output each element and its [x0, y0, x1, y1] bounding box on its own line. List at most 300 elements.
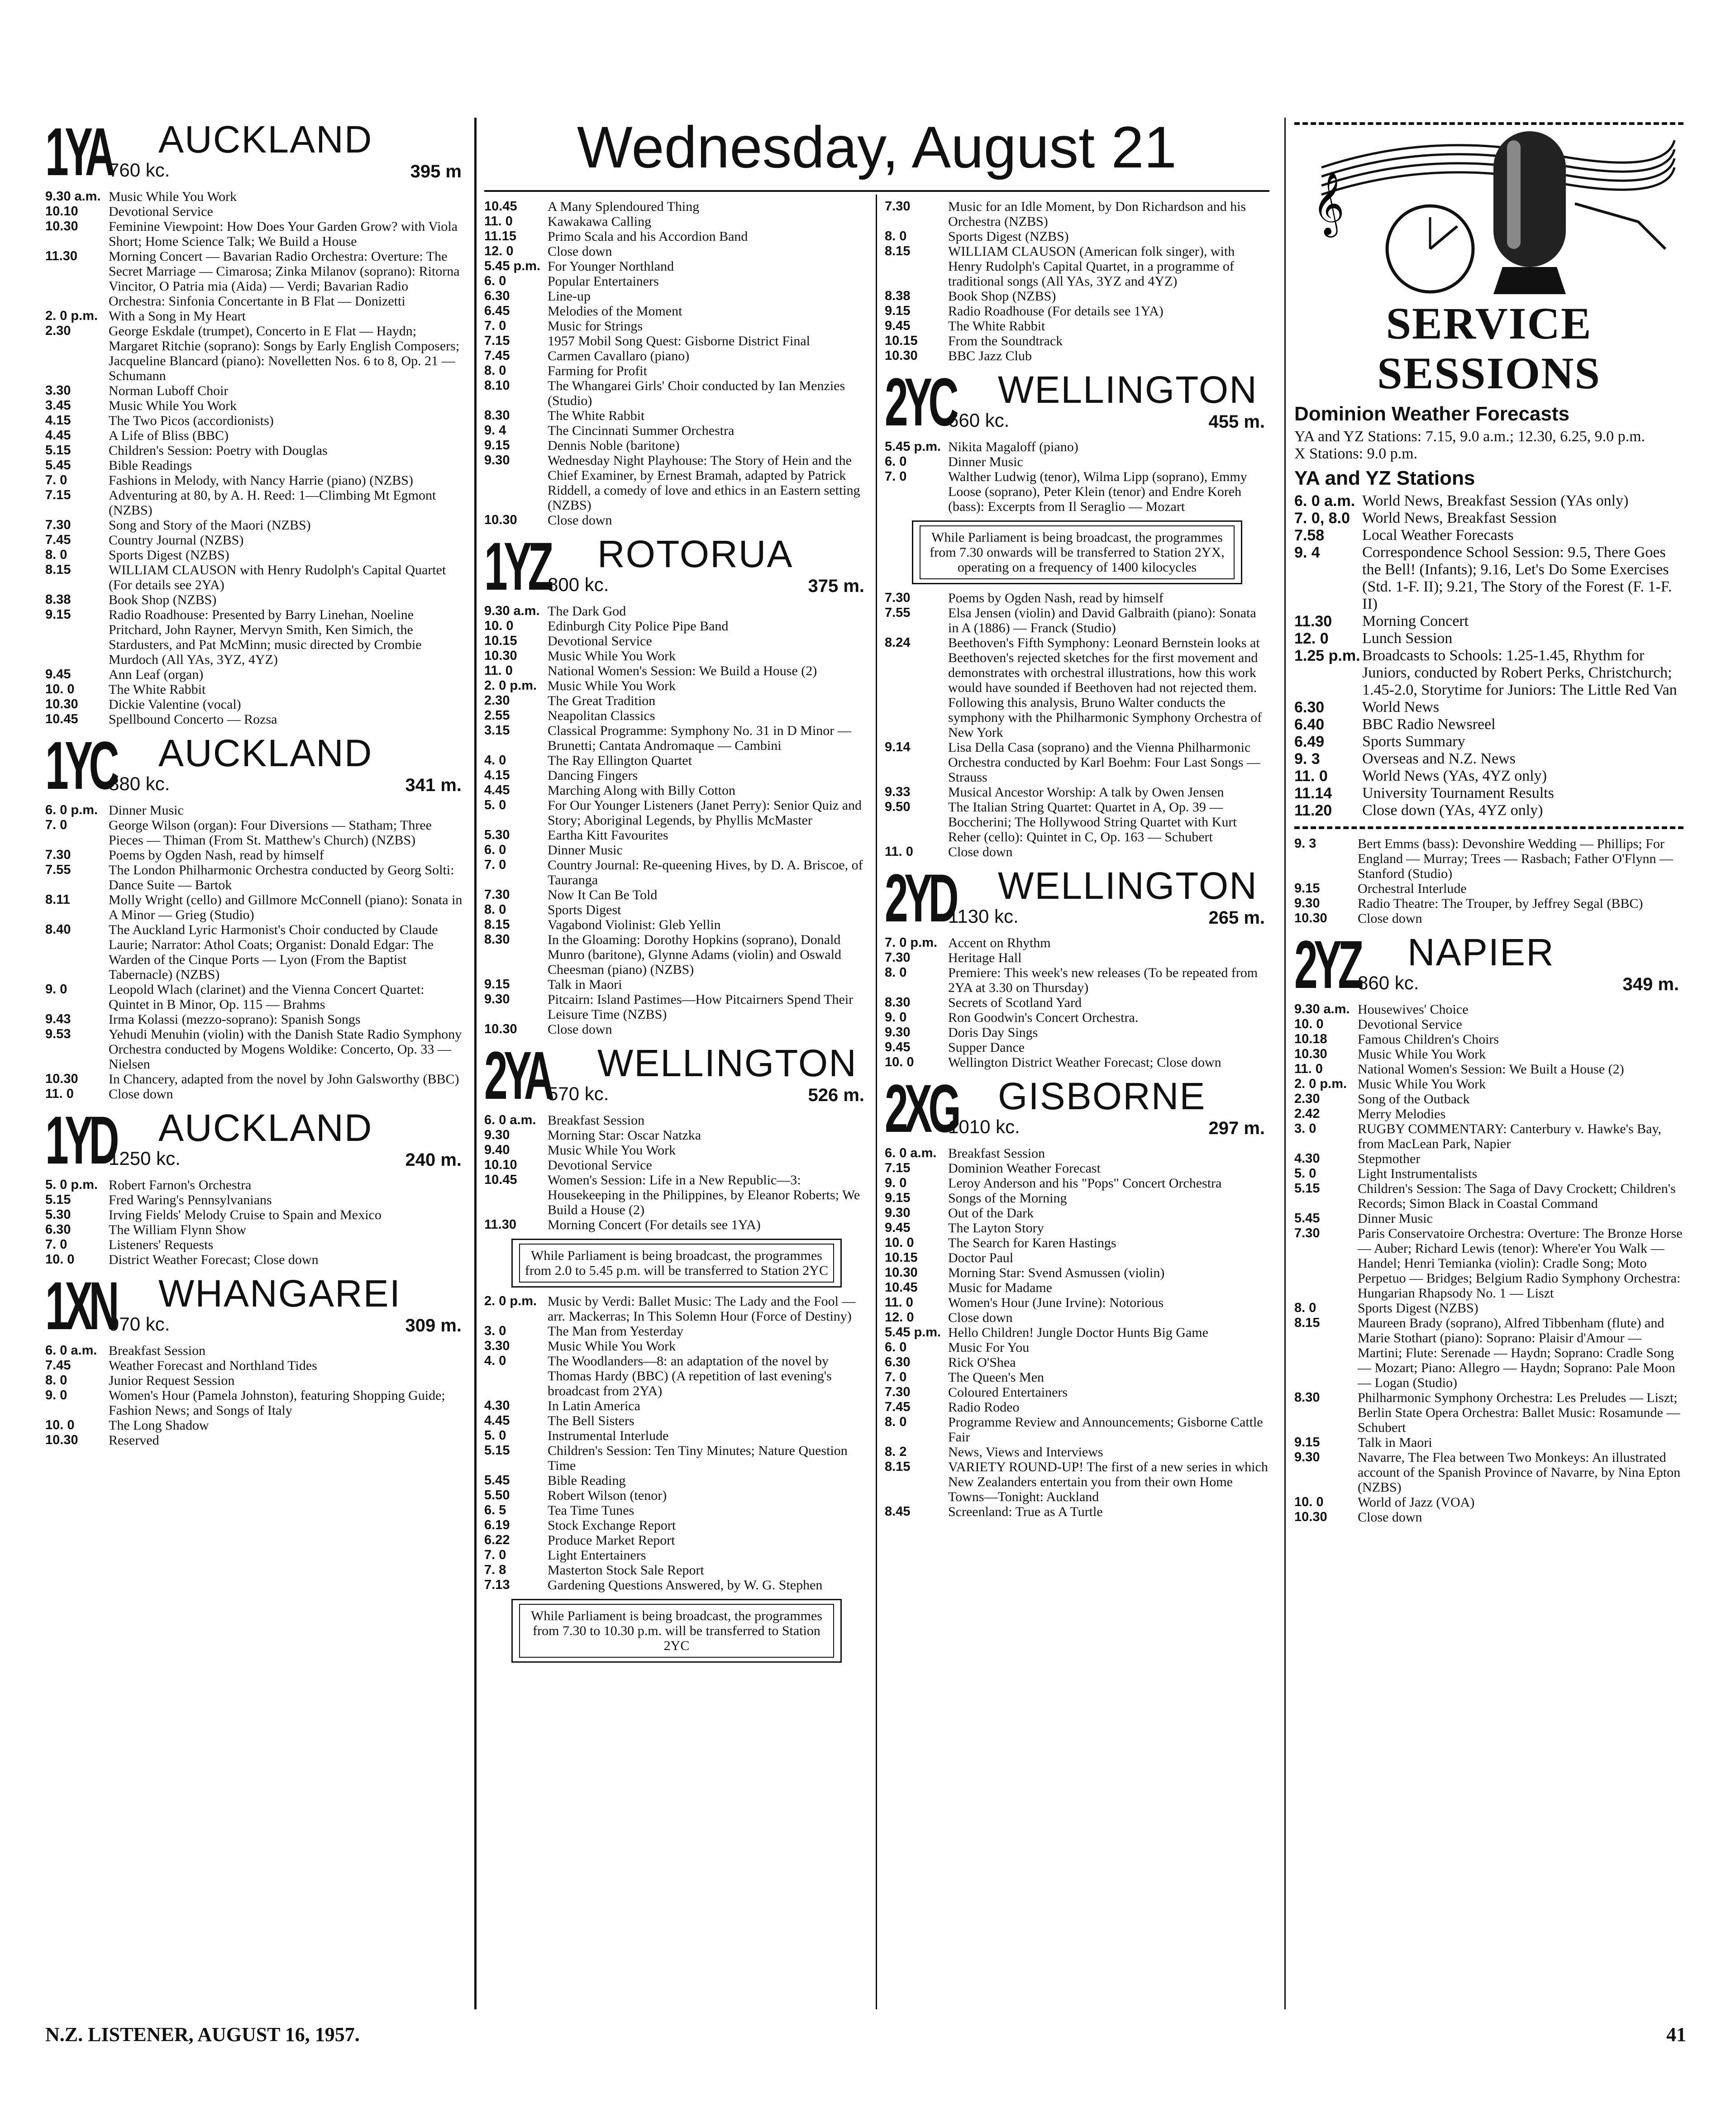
- programme-title: The London Philharmonic Orchestra conducted by Georg Solti: Dance Suite — Bartok: [109, 863, 454, 892]
- programme-title: Robert Farnon's Orchestra: [109, 1178, 252, 1192]
- station-frequency: 1250 kc.: [109, 1148, 181, 1169]
- station-frequency: 1010 kc.: [948, 1116, 1020, 1137]
- programme-title: Sports Digest (NZBS): [1358, 1301, 1478, 1316]
- programme-row: [885, 1146, 1269, 1161]
- programme-title: Poems by Ogden Nash, read by himself: [948, 591, 1164, 606]
- programme-row: [484, 1563, 869, 1578]
- programme-time: 6. 0 a.m.: [45, 1343, 97, 1358]
- station-city: ROTORUA: [597, 533, 793, 575]
- programme-title: Dinner Music: [948, 454, 1023, 469]
- programme-time: 7. 0: [885, 1370, 907, 1384]
- station-header: [484, 528, 869, 604]
- programme-title: Instrumental Interlude: [548, 1428, 669, 1443]
- programme-row: [484, 513, 869, 528]
- programme-row: [484, 798, 869, 828]
- programme-row: [484, 229, 869, 244]
- programme-time: 10.45: [45, 712, 78, 726]
- programme-row: [45, 712, 466, 727]
- station-header: [484, 1037, 869, 1113]
- weather-line: X Stations: 9.0 p.m.: [1294, 445, 1418, 462]
- programme-time: 9.14: [885, 740, 911, 754]
- station-frequency: 1130 kc.: [948, 906, 1019, 927]
- programme-row: [484, 902, 869, 917]
- programme-time: 9.50: [885, 800, 911, 814]
- programme-time: 7.30: [885, 1385, 911, 1399]
- programme-time: 6. 0 a.m.: [885, 1146, 937, 1160]
- column-3: [885, 199, 1269, 1519]
- programme-row: [1294, 1062, 1684, 1077]
- programme-time: 4.45: [484, 1413, 510, 1428]
- programme-title: Broadcasts to Schools: 1.25-1.45, Rhythm for Juniors, conducted by Robert Perks, Christchurch; 1.45-2.0, Storytime for Juniors: The Little Red Van: [1362, 647, 1677, 698]
- programme-title: Bible Reading: [548, 1473, 626, 1488]
- weather-heading: Dominion Weather Forecasts: [1294, 403, 1569, 425]
- programme-title: Breakfast Session: [548, 1113, 645, 1128]
- programme-title: Music While You Work: [548, 1339, 676, 1354]
- programme-title: Eartha Kitt Favourites: [548, 828, 668, 843]
- programme-time: 3. 0: [1294, 1121, 1316, 1136]
- column-4: [1294, 113, 1684, 1525]
- programme-title: A Many Splendoured Thing: [548, 199, 700, 214]
- programme-time: 5.45: [1294, 1211, 1320, 1226]
- programme-title: Doris Day Sings: [948, 1025, 1038, 1040]
- station-call-sign: 1YZ: [484, 528, 550, 604]
- programme-title: Music for Strings: [548, 319, 643, 334]
- footer-issue: N.Z. LISTENER, AUGUST 16, 1957.: [45, 2023, 360, 2046]
- programme-title: Music For You: [948, 1340, 1030, 1355]
- programme-title: Beethoven's Fifth Symphony: Leonard Bernstein looks at Beethoven's rejected sketches for the first movement and demonstrates with orchestral illustrations, how this work would have sounded if Beethoven had not rejected them. Following this analysis, Bruno Walter conducts the symphony with the Philharmonic Symphony Orchestra of New York: [948, 635, 1262, 740]
- programme-row: [1294, 911, 1684, 926]
- parliament-notice: [912, 520, 1242, 584]
- programme-row: [484, 932, 869, 977]
- programme-time: 11.14: [1294, 785, 1332, 802]
- station-city: WELLINGTON: [597, 1042, 857, 1084]
- programme-row: [885, 1370, 1269, 1385]
- programme-title: The Dark God: [548, 604, 626, 619]
- station-city: AUCKLAND: [158, 1107, 373, 1149]
- programme-time: 7. 0: [45, 1237, 67, 1252]
- programme-title: Close down: [548, 1022, 612, 1037]
- programme-row: [484, 768, 869, 783]
- station-city: NAPIER: [1407, 931, 1555, 973]
- programme-title: Maureen Brady (soprano), Alfred Tibbenham (flute) and Marie Stothart (piano): Soprano: Plaisir d'Amour — Martini; Flute: Serenade — Haydn; Soprano: Cradle Song — Mozart; Piano: Allegro — Haydn; Soprano: Pale Moon — Logan (Studio): [1358, 1316, 1675, 1390]
- programme-time: 3.30: [484, 1339, 510, 1353]
- programme-time: 8.38: [45, 592, 71, 607]
- programme-row: [484, 619, 869, 634]
- programme-row: [1294, 1211, 1684, 1226]
- programme-title: Songs of the Morning: [948, 1191, 1067, 1206]
- programme-row: [1294, 785, 1684, 802]
- station-wavelength: 265 m.: [1208, 908, 1265, 928]
- programme-time: 6.22: [484, 1533, 510, 1547]
- programme-title: Light Instrumentalists: [1358, 1166, 1478, 1181]
- programme-row: [885, 606, 1269, 635]
- programme-time: 10.30: [45, 219, 78, 234]
- programme-row: [1294, 1435, 1684, 1450]
- programme-time: 7.55: [885, 606, 911, 620]
- programme-row: [885, 1445, 1269, 1460]
- programme-time: 9.30 a.m.: [484, 604, 540, 618]
- programme-row: [45, 488, 466, 518]
- programme-time: 7.30: [885, 591, 911, 605]
- programme-title: The Woodlanders—8: an adaptation of the novel by Thomas Hardy (BBC) (A repetition of last evening's broadcast from 2YA): [548, 1354, 832, 1398]
- programme-title: Morning Concert — Bavarian Radio Orchestra: Overture: The Secret Marriage — Cimarosa; Zinka Milanov (soprano): Ritorna Vincitor, O Patria mia (Aida) — Verdi; Bavarian Radio Orchestra: Sinfonia Concertante in B Flat — Donizetti: [109, 249, 460, 309]
- programme-row: [484, 917, 869, 932]
- programme-time: 9. 4: [1294, 544, 1320, 561]
- programme-row: [484, 378, 869, 408]
- programme-row: [45, 1343, 466, 1358]
- programme-title: Wellington District Weather Forecast; Close down: [948, 1055, 1221, 1070]
- programme-time: 9.30: [484, 992, 510, 1006]
- programme-title: VARIETY ROUND-UP! The first of a new series in which New Zealanders entertain you from their own Home Towns—Tonight: Auckland: [948, 1460, 1268, 1504]
- programme-row: [885, 935, 1269, 950]
- programme-row: [885, 1280, 1269, 1295]
- station-header: [885, 860, 1269, 936]
- programme-time: 9. 4: [484, 423, 506, 438]
- programme-title: Dominion Weather Forecast: [948, 1161, 1101, 1176]
- programme-row: [1294, 896, 1684, 911]
- programme-row: [885, 334, 1269, 348]
- station-header: [45, 1268, 466, 1344]
- programme-time: 2.30: [1294, 1092, 1320, 1106]
- programme-title: Devotional Service: [109, 204, 213, 219]
- programme-row: [484, 843, 869, 858]
- programme-time: 12. 0: [1294, 630, 1329, 647]
- programme-row: [484, 663, 869, 678]
- programme-title: Children's Session: The Saga of Davy Crockett; Children's Records; Simon Black in Coastal Command: [1358, 1181, 1676, 1211]
- programme-title: The Whangarei Girls' Choir conducted by Ian Menzies (Studio): [548, 378, 845, 408]
- programme-time: 2. 0 p.m.: [484, 678, 537, 693]
- programme-row: [484, 1143, 869, 1158]
- programme-time: 10.30: [1294, 1510, 1327, 1524]
- programme-title: Music While You Work: [1358, 1047, 1486, 1062]
- programme-time: 10. 0: [484, 619, 514, 633]
- programme-title: Music for Madame: [948, 1280, 1052, 1295]
- programme-row: [45, 1252, 466, 1267]
- programme-title: Bert Emms (bass): Devonshire Wedding — Phillips; For England — Murray; Trees — Rasbach; Father O'Flynn — Stanford (Studio): [1358, 836, 1674, 881]
- programme-title: Children's Session: Poetry with Douglas: [109, 443, 328, 458]
- programme-row: [45, 667, 466, 682]
- programme-title: Housewives' Choice: [1358, 1002, 1469, 1017]
- programme-time: 7. 8: [484, 1563, 506, 1577]
- programme-time: 10. 0: [1294, 1495, 1324, 1509]
- programme-title: Devotional Service: [548, 1158, 652, 1173]
- programme-title: The White Rabbit: [109, 682, 206, 697]
- programme-time: 10. 0: [45, 682, 75, 696]
- programme-row: [484, 1217, 869, 1232]
- programme-time: 11. 0: [1294, 768, 1328, 785]
- programme-row: [885, 1235, 1269, 1250]
- programme-time: 7.30: [484, 887, 510, 902]
- programme-title: Pitcairn: Island Pastimes—How Pitcairners Spend Their Leisure Time (NZBS): [548, 992, 854, 1022]
- station-header: [1294, 926, 1684, 1002]
- programme-title: Lunch Session: [1362, 630, 1453, 647]
- programme-time: 11.30: [45, 249, 77, 263]
- programme-time: 10.10: [484, 1158, 517, 1172]
- programme-row: [885, 635, 1269, 740]
- programme-title: Sports Digest (NZBS): [948, 229, 1069, 244]
- programme-row: [45, 249, 466, 309]
- programme-time: 9.53: [45, 1027, 71, 1041]
- programme-time: 9.15: [1294, 881, 1320, 896]
- programme-row: [45, 592, 466, 607]
- programme-title: The White Rabbit: [548, 408, 645, 423]
- programme-time: 4.45: [484, 783, 510, 797]
- programme-title: Music While You Work: [548, 649, 676, 663]
- programme-time: 8.24: [885, 635, 911, 650]
- radio-microphone-illustration: [1294, 113, 1684, 294]
- programme-row: [484, 199, 869, 214]
- programme-row: [45, 1087, 466, 1102]
- programme-title: Philharmonic Symphony Orchestra: Les Preludes — Liszt; Berlin State Opera Orchestra: Ballet Music: Rosamunde — Schubert: [1358, 1390, 1680, 1435]
- programme-title: Vagabond Violinist: Gleb Yellin: [548, 917, 721, 932]
- programme-time: 5.15: [45, 1192, 71, 1207]
- programme-time: 6.30: [45, 1222, 71, 1237]
- programme-title: Heritage Hall: [948, 950, 1022, 965]
- programme-time: 10. 0: [45, 1252, 75, 1267]
- programme-title: Irma Kolassi (mezzo-soprano): Spanish Songs: [109, 1012, 361, 1027]
- programme-title: Tea Time Tunes: [548, 1503, 634, 1518]
- programme-row: [1294, 716, 1684, 733]
- programme-time: 7. 0: [885, 469, 907, 484]
- programme-title: Farming for Profit: [548, 363, 647, 378]
- programme-row: [885, 1400, 1269, 1415]
- programme-row: [45, 1237, 466, 1252]
- station-wavelength: 395 m: [410, 162, 462, 181]
- programme-title: For Younger Northland: [548, 259, 674, 274]
- programme-row: [45, 697, 466, 712]
- programme-time: 8.38: [885, 289, 911, 303]
- programme-row: [1294, 1316, 1684, 1390]
- programme-time: 4.15: [45, 413, 71, 428]
- programme-time: 9. 0: [45, 982, 67, 997]
- programme-title: Junior Request Session: [109, 1373, 235, 1388]
- programme-title: Devotional Service: [1358, 1017, 1462, 1032]
- programme-title: Light Entertainers: [548, 1548, 646, 1563]
- programme-time: 11. 0: [885, 1295, 913, 1310]
- programme-title: Close down: [948, 844, 1013, 859]
- programme-title: In Latin America: [548, 1398, 640, 1413]
- programme-title: Dennis Noble (baritone): [548, 438, 680, 453]
- programme-title: University Tournament Results: [1362, 785, 1554, 801]
- programme-title: Dinner Music: [1358, 1211, 1433, 1226]
- programme-time: 7. 0: [45, 818, 67, 832]
- programme-title: Kawakawa Calling: [548, 214, 652, 229]
- programme-title: Carmen Cavallaro (piano): [548, 348, 690, 363]
- programme-row: [484, 348, 869, 363]
- programme-title: The Two Picos (accordionists): [109, 413, 274, 428]
- programme-row: [885, 304, 1269, 319]
- programme-time: 11.30: [484, 1217, 516, 1232]
- station-frequency: 760 kc.: [109, 159, 170, 181]
- programme-time: 6. 0 p.m.: [45, 803, 98, 817]
- programme-time: 6. 5: [484, 1503, 506, 1517]
- programme-title: World News, Breakfast Session (YAs only): [1362, 492, 1629, 509]
- weather-line: YA and YZ Stations: 7.15, 9.0 a.m.; 12.30, 6.25, 9.0 p.m.: [1294, 428, 1645, 445]
- programme-time: 2.30: [484, 693, 510, 708]
- programme-title: Norman Luboff Choir: [109, 383, 229, 398]
- programme-title: Premiere: This week's new releases (To be repeated from 2YA at 3.30 on Thursday): [948, 965, 1258, 995]
- svg-text:𝄞: 𝄞: [1312, 172, 1345, 235]
- programme-title: Country Journal (NZBS): [109, 533, 244, 548]
- programme-title: Children's Session: Ten Tiny Minutes; Nature Question Time: [548, 1443, 848, 1473]
- programme-row: [1294, 881, 1684, 896]
- programme-row: [45, 922, 466, 982]
- programme-time: 9.45: [885, 1040, 911, 1054]
- programme-row: [45, 383, 466, 398]
- programme-row: [885, 965, 1269, 995]
- programme-row: [1294, 630, 1684, 647]
- programme-time: 5. 0: [1294, 1166, 1316, 1181]
- programme-title: Music by Verdi: Ballet Music: The Lady and the Fool — arr. Mackerras; In This Solemn Hour (Force of Destiny): [548, 1294, 856, 1324]
- programme-time: 9.15: [885, 304, 911, 318]
- programme-title: Elsa Jensen (violin) and David Galbraith (piano): Sonata in A (1886) — Franck (Studio): [948, 606, 1256, 635]
- programme-row: [45, 398, 466, 413]
- programme-title: Now It Can Be Told: [548, 887, 658, 902]
- programme-row: [1294, 1002, 1684, 1017]
- programme-title: Reserved: [109, 1433, 159, 1448]
- programme-title: Close down: [948, 1310, 1013, 1325]
- programme-time: 9.30 a.m.: [1294, 1002, 1350, 1016]
- programme-time: 3.45: [45, 398, 71, 413]
- programme-title: Song and Story of the Maori (NZBS): [109, 518, 311, 533]
- parliament-notice-text: While Parliament is being broadcast, the programmes from 7.30 to 10.30 p.m. will be transferred to Station 2YC: [519, 1604, 834, 1658]
- programme-title: With a Song in My Heart: [109, 309, 246, 324]
- programme-title: In the Gloaming: Dorothy Hopkins (soprano), Donald Munro (baritone), Glynne Adams (violin) and Oswald Cheesman (piano) (NZBS): [548, 932, 842, 977]
- programme-row: [885, 950, 1269, 965]
- programme-title: Primo Scala and his Accordion Band: [548, 229, 748, 244]
- programme-row: [484, 783, 869, 798]
- programme-title: RUGBY COMMENTARY: Canterbury v. Hawke's Bay, from MacLean Park, Napier: [1358, 1121, 1662, 1151]
- programme-row: [885, 1355, 1269, 1370]
- station-wavelength: 526 m.: [808, 1085, 864, 1105]
- programme-time: 9.40: [484, 1143, 510, 1157]
- programme-row: [1294, 836, 1684, 881]
- programme-title: Morning Star: Oscar Natzka: [548, 1128, 701, 1143]
- programme-title: Adventuring at 80, by A. H. Reed: 1—Climbing Mt Egmont (NZBS): [109, 488, 436, 518]
- programme-row: [1294, 733, 1684, 750]
- station-wavelength: 349 m.: [1622, 974, 1679, 994]
- programme-time: 7.30: [885, 950, 911, 965]
- programme-time: 4.15: [484, 768, 510, 782]
- programme-title: Marching Along with Billy Cotton: [548, 783, 736, 798]
- programme-row: [484, 634, 869, 649]
- programme-time: 7.45: [484, 348, 510, 363]
- programme-row: [1294, 1017, 1684, 1032]
- programme-time: 5. 0: [484, 1428, 506, 1443]
- programme-title: Close down: [548, 244, 612, 259]
- parliament-notice-text: While Parliament is being broadcast, the programmes from 2.0 to 5.45 p.m. will be transferred to Station 2YC: [519, 1244, 834, 1283]
- programme-row: [885, 1295, 1269, 1310]
- programme-time: 5. 0: [484, 798, 506, 812]
- programme-title: Close down: [1358, 911, 1422, 926]
- programme-row: [45, 458, 466, 473]
- programme-row: [1294, 1032, 1684, 1047]
- station-call-sign: 1YD: [45, 1102, 115, 1178]
- programme-row: [484, 423, 869, 438]
- programme-row: [484, 858, 869, 887]
- programme-time: 7.13: [484, 1578, 510, 1592]
- programme-title: Close down (YAs, 4YZ only): [1362, 802, 1543, 819]
- programme-time: 9.43: [45, 1012, 71, 1026]
- programme-time: 7.58: [1294, 527, 1325, 544]
- programme-time: 10. 0: [885, 1055, 914, 1069]
- programme-title: Out of the Dark: [948, 1206, 1034, 1221]
- programme-title: Dinner Music: [548, 843, 623, 858]
- programme-row: [45, 1192, 466, 1207]
- programme-row: [484, 304, 869, 319]
- programme-time: 6.19: [484, 1518, 510, 1532]
- programme-time: 6.30: [1294, 699, 1325, 716]
- page-number: 41: [1666, 2023, 1686, 2046]
- programme-row: [45, 1388, 466, 1418]
- programme-row: [1294, 1495, 1684, 1510]
- programme-row: [484, 887, 869, 902]
- programme-row: [45, 818, 466, 848]
- programme-title: District Weather Forecast; Close down: [109, 1252, 319, 1267]
- programme-row: [484, 678, 869, 693]
- programme-time: 11. 0: [885, 844, 913, 859]
- programme-row: [885, 199, 1269, 229]
- programme-title: The William Flynn Show: [109, 1222, 247, 1237]
- programme-row: [885, 319, 1269, 334]
- programme-row: [45, 607, 466, 667]
- programme-time: 12. 0: [484, 244, 514, 258]
- programme-row: [484, 1473, 869, 1488]
- programme-title: WILLIAM CLAUSON (American folk singer), with Henry Rudolph's Capital Quartet, in a programme of traditional songs (All YAs, 3YZ and 4YZ): [948, 244, 1235, 289]
- programme-time: 6.40: [1294, 716, 1325, 733]
- programme-title: Correspondence School Session: 9.5, There Goes the Bell! (Infants); 9.16, Let's Do Some Exercises (Std. 1-F. II); 9.21, The Story of the Forest (F. 1-F. II): [1362, 544, 1672, 612]
- programme-row: [45, 309, 466, 324]
- station-city: WHANGAREI: [158, 1272, 401, 1315]
- station-frequency: 880 kc.: [109, 773, 170, 794]
- programme-row: [885, 1340, 1269, 1355]
- programme-time: 9.30: [484, 453, 510, 467]
- programme-time: 7.30: [1294, 1226, 1320, 1240]
- programme-title: Fashions in Melody, with Nancy Harrie (piano) (NZBS): [109, 473, 413, 488]
- programme-time: 7.15: [45, 488, 71, 502]
- programme-title: Spellbound Concerto — Rozsa: [109, 712, 277, 727]
- programme-row: [484, 274, 869, 289]
- programme-time: 9.30: [1294, 896, 1320, 911]
- programme-title: From the Soundtrack: [948, 334, 1063, 348]
- programme-time: 11. 0: [484, 663, 513, 678]
- programme-row: [45, 1433, 466, 1448]
- station-call-sign: 2YD: [885, 860, 955, 936]
- programme-time: 7.15: [484, 334, 510, 348]
- programme-title: National Women's Session: We Build a House (2): [548, 663, 817, 678]
- programme-time: 6. 0 a.m.: [1294, 492, 1355, 510]
- station-wavelength: 309 m.: [405, 1316, 462, 1336]
- programme-row: [45, 204, 466, 219]
- programme-row: [484, 1443, 869, 1473]
- programme-title: Breakfast Session: [948, 1146, 1045, 1161]
- programme-title: Leopold Wlach (clarinet) and the Vienna Concert Quartet: Quintet in B Minor, Op. 115 — Brahms: [109, 982, 424, 1012]
- programme-title: Radio Roadhouse: Presented by Barry Linehan, Noeline Pritchard, John Rayner, Mervyn Smith, Ken Simich, the Stardusters, and Pat McMinn; music directed by Crombie Murdoch (All YAs, 3YZ, 4YZ): [109, 607, 422, 667]
- programme-time: 8.11: [45, 892, 70, 907]
- programme-row: [45, 803, 466, 818]
- programme-row: [484, 708, 869, 723]
- programme-row: [484, 1488, 869, 1503]
- programme-row: [885, 454, 1269, 469]
- station-city: AUCKLAND: [158, 118, 373, 161]
- ya-yz-heading: YA and YZ Stations: [1294, 467, 1475, 489]
- programme-time: 10.30: [45, 697, 78, 711]
- programme-row: [1294, 1047, 1684, 1062]
- programme-time: 9.45: [885, 319, 911, 333]
- programme-time: 2. 0 p.m.: [1294, 1077, 1347, 1091]
- programme-title: Listeners' Requests: [109, 1237, 214, 1252]
- programme-row: [484, 604, 869, 619]
